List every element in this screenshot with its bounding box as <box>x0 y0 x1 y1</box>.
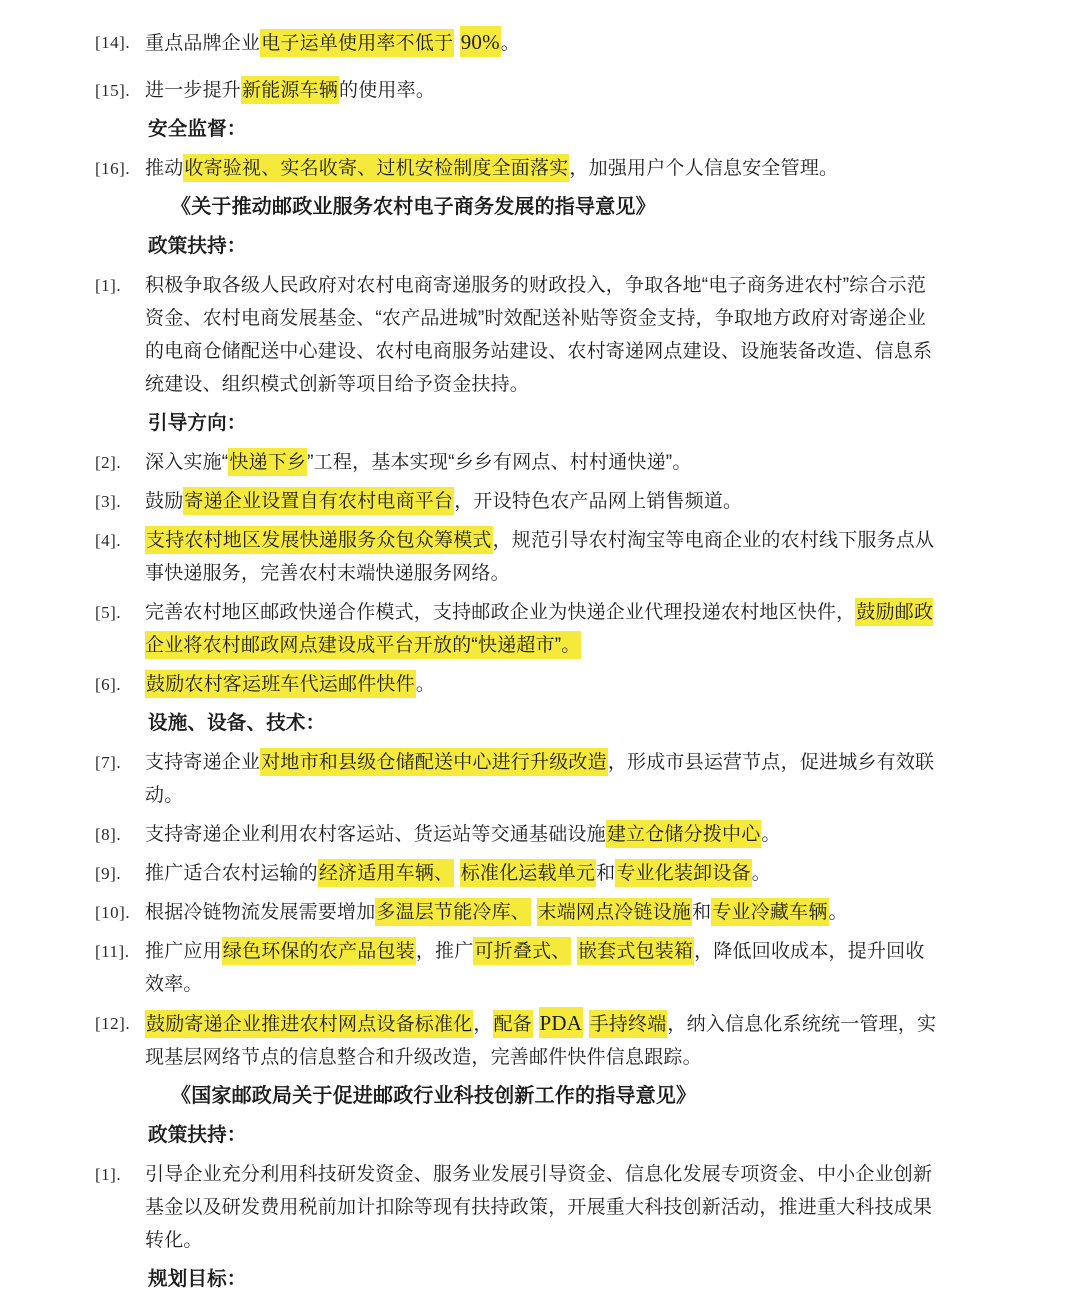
list-item <box>95 1007 942 1074</box>
list-item <box>95 1158 942 1257</box>
section-heading-text: 规划目标： <box>148 1268 247 1290</box>
highlighted-text: 支持农村地区发展快递服务众包众筹模式 <box>145 526 493 554</box>
plain-text: ，纳入信息化系统统一管理，实现基层网络节点的信息整合和升级改造，完善邮件快件信息跟踪。 <box>145 1014 937 1068</box>
item-number: [9]. <box>95 864 122 883</box>
item-number: [7]. <box>95 753 122 772</box>
highlighted-text: 收寄验视、实名收寄、过机安检制度全面落实 <box>183 154 569 182</box>
plain-text: ，加强用户个人信息安全管理。 <box>569 158 839 179</box>
plain-text: 推广应用 <box>145 941 222 962</box>
plain-text: 积极争取各级人民政府对农村电商寄递服务的财政投入，争取各地“电子商务进农村”综合示范资金、农村电商发展基金、“农产品进城”时效配送补贴等资金支持，争取地方政府对寄递企业的电商仓储配送中心建设、农村电商服务站建设、农村寄递网点建设、设施装备改造、信息系统建设、组织模式创新等项目给予资金扶持。 <box>145 275 933 395</box>
item-text <box>145 26 942 60</box>
document-title-text: 《国家邮政局关于促进邮政行业科技创新工作的指导意见》 <box>171 1085 697 1107</box>
plain-text: 推广适合农村运输的 <box>145 863 318 884</box>
highlighted-text: 配备 <box>493 1010 533 1038</box>
plain-text <box>583 1014 588 1035</box>
item-number: [1]. <box>95 1165 122 1184</box>
item-text <box>145 746 942 812</box>
section-heading <box>95 407 942 440</box>
plain-text: ，降低回收成本，提升回收效率。 <box>145 941 925 995</box>
item-number: [1]. <box>95 276 122 295</box>
item-text <box>145 596 942 662</box>
section-heading-text: 引导方向： <box>148 412 247 434</box>
item-text <box>145 152 942 185</box>
section-heading <box>95 1263 942 1296</box>
section-heading <box>95 113 942 146</box>
item-text <box>145 896 942 929</box>
document-title <box>95 191 942 224</box>
highlighted-text: 手持终端 <box>589 1010 668 1038</box>
highlighted-text: 末端网点冷链设施 <box>537 898 693 926</box>
section-heading-text: 政策扶持： <box>148 1124 247 1146</box>
item-number: [6]. <box>95 675 122 694</box>
item-text <box>145 446 942 479</box>
list-item <box>95 26 942 60</box>
plain-text <box>454 863 459 884</box>
plain-text: 。 <box>751 863 771 884</box>
plain-text <box>533 1014 538 1035</box>
plain-text: 和 <box>596 863 616 884</box>
item-text <box>145 857 942 890</box>
plain-text: ，推广 <box>415 941 474 962</box>
plain-text: ，开设特色农产品网上销售频道。 <box>454 491 743 512</box>
plain-text: 的使用率。 <box>339 80 436 101</box>
item-number: [11]. <box>95 942 130 961</box>
item-number: [4]. <box>95 531 122 550</box>
list-item <box>95 818 942 851</box>
highlighted-text: 多温层节能冷库、 <box>375 898 531 926</box>
item-text <box>145 668 942 701</box>
plain-text: 。 <box>415 674 436 695</box>
plain-text: 支持寄递企业利用农村客运站、货运站等交通基础设施 <box>145 824 606 845</box>
plain-text: ”工程，基本实现“乡乡有网点、村村通快递”。 <box>307 452 692 473</box>
document-body <box>95 26 942 1296</box>
highlighted-text: 绿色环保的农产品包装 <box>222 937 416 965</box>
list-item <box>95 896 942 929</box>
highlighted-text: 90% <box>460 26 501 57</box>
item-number: [10]. <box>95 903 131 922</box>
document-title <box>95 1080 942 1113</box>
section-heading-text: 设施、设备、技术： <box>148 712 326 734</box>
plain-text: 重点品牌企业 <box>145 33 261 54</box>
highlighted-text: 电子运单使用率不低于 <box>260 29 454 57</box>
highlighted-text: PDA <box>539 1007 584 1038</box>
highlighted-text: 鼓励农村客运班车代运邮件快件 <box>145 670 416 698</box>
plain-text <box>454 33 459 54</box>
plain-text: 。 <box>761 824 781 845</box>
item-text <box>145 485 942 518</box>
item-number: [12]. <box>95 1014 131 1033</box>
highlighted-text: 建立仓储分拨中心 <box>606 820 762 848</box>
list-item <box>95 74 942 107</box>
plain-text: 推动 <box>145 158 184 179</box>
item-text <box>145 269 942 401</box>
item-text <box>145 818 942 851</box>
plain-text: 和 <box>692 902 712 923</box>
highlighted-text: 专业化装卸设备 <box>615 859 751 887</box>
item-text <box>145 1158 942 1257</box>
list-item <box>95 269 942 401</box>
plain-text: 引导企业充分利用科技研发资金、服务业发展引导资金、信息化发展专项资金、中小企业创新基金以及研发费用税前加计扣除等现有扶持政策，开展重大科技创新活动，推进重大科技成果转化。 <box>145 1164 933 1251</box>
item-number: [16]. <box>95 159 131 178</box>
highlighted-text: 可折叠式、 <box>473 937 571 965</box>
list-item <box>95 524 942 590</box>
highlighted-text: 嵌套式包装箱 <box>577 937 694 965</box>
plain-text: ，规范引导农村淘宝等电商企业的农村线下服务点从事快递服务，完善农村末端快递服务网络。 <box>145 530 935 584</box>
item-number: [8]. <box>95 825 122 844</box>
plain-text: 根据冷链物流发展需要增加 <box>145 902 376 923</box>
list-item <box>95 485 942 518</box>
item-number: [2]. <box>95 453 122 472</box>
document-title-text: 《关于推动邮政业服务农村电子商务发展的指导意见》 <box>171 196 656 218</box>
highlighted-text: 专业冷藏车辆 <box>711 898 828 926</box>
item-number: [14]. <box>95 33 131 52</box>
plain-text: 深入实施“ <box>145 452 229 473</box>
plain-text: 鼓励 <box>145 491 184 512</box>
highlighted-text: 新能源车辆 <box>241 76 339 104</box>
highlighted-text: 寄递企业设置自有农村电商平台 <box>183 487 454 515</box>
item-number: [3]. <box>95 492 122 511</box>
plain-text <box>531 902 536 923</box>
list-item <box>95 935 942 1001</box>
item-text <box>145 935 942 1001</box>
list-item <box>95 446 942 479</box>
list-item <box>95 152 942 185</box>
highlighted-text: 对地市和县级仓储配送中心进行升级改造 <box>260 748 608 776</box>
highlighted-text: 鼓励邮政企业将农村邮政网点建设成平台开放的“快递超市”。 <box>145 598 933 659</box>
section-heading-text: 安全监督： <box>148 118 247 140</box>
plain-text: 。 <box>828 902 848 923</box>
item-number: [5]. <box>95 603 122 622</box>
section-heading-text: 政策扶持： <box>148 235 247 257</box>
highlighted-text: 快递下乡 <box>228 448 307 476</box>
plain-text: 。 <box>500 33 520 54</box>
plain-text: ，形成市县运营节点，促进城乡有效联动。 <box>145 752 935 806</box>
highlighted-text: 标准化运载单元 <box>460 859 596 887</box>
plain-text: 完善农村地区邮政快递合作模式，支持邮政企业为快递企业代理投递农村地区快件， <box>145 602 856 623</box>
highlighted-text: 经济适用车辆、 <box>318 859 454 887</box>
item-number: [15]. <box>95 81 131 100</box>
section-heading <box>95 230 942 263</box>
plain-text: ， <box>473 1014 493 1035</box>
section-heading <box>95 707 942 740</box>
section-heading <box>95 1119 942 1152</box>
list-item <box>95 596 942 662</box>
highlighted-text: 鼓励寄递企业推进农村网点设备标准化 <box>145 1010 473 1038</box>
plain-text: 支持寄递企业 <box>145 752 261 773</box>
item-text <box>145 524 942 590</box>
list-item <box>95 857 942 890</box>
item-text <box>145 74 942 107</box>
item-text <box>145 1007 942 1074</box>
plain-text: 进一步提升 <box>145 80 242 101</box>
list-item <box>95 668 942 701</box>
list-item <box>95 746 942 812</box>
